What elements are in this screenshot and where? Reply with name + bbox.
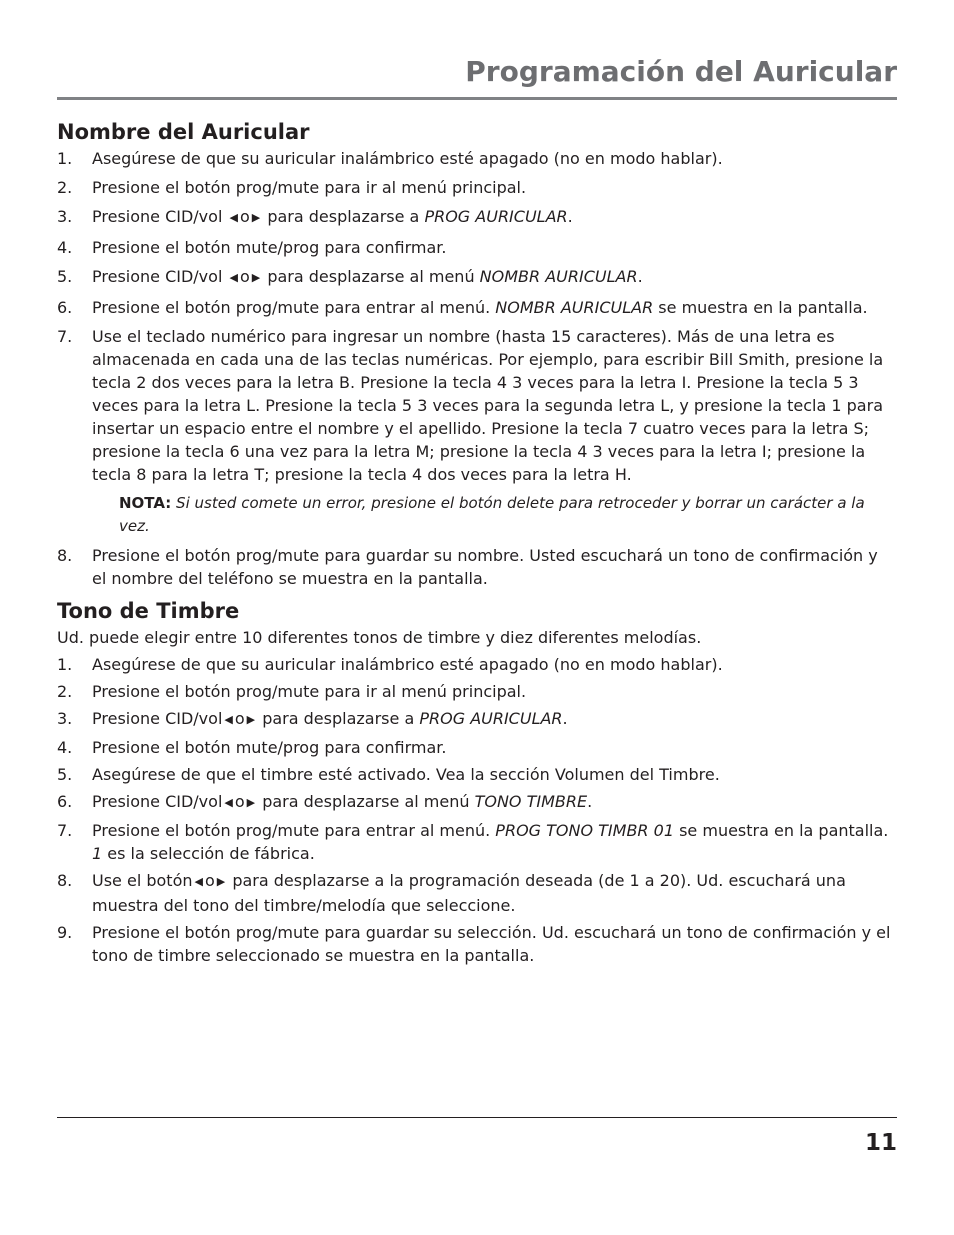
triangle-left-icon: ◀ xyxy=(224,796,233,809)
section-heading-nombre: Nombre del Auricular xyxy=(57,120,310,144)
note xyxy=(57,492,897,538)
page-number: 11 xyxy=(864,1130,897,1156)
list-item: 8. Use el botón ◀ o ▶ para desplazarse a la programación deseada (de 1 a 20). Ud. escuchará una muestra del tono del timbre/melodía que seleccione. xyxy=(57,871,846,915)
list-item: 7. Presione el botón prog/mute para entrar al menú. PROG TONO TIMBR 01 se muestra en la pantalla. 1 es la selección de fábrica. xyxy=(57,821,889,863)
list-item: 4. Presione el botón mute/prog para confirmar. xyxy=(57,738,447,757)
list-item: 5. Asegúrese de que el timbre esté activado. Vea la sección Volumen del Timbre. xyxy=(57,765,720,784)
page-content xyxy=(57,117,897,971)
triangle-right-icon: ▶ xyxy=(246,796,256,809)
triangle-right-icon: ▶ xyxy=(251,271,261,284)
section-intro: Ud. puede elegir entre 10 diferentes tonos de timbre y diez diferentes melodías. xyxy=(57,628,702,647)
triangle-right-icon: ▶ xyxy=(246,713,256,726)
list-item: 3. Presione CID/vol ◀ o ▶ para desplazarse a PROG AURICULAR. xyxy=(57,709,568,728)
list-item: 1. Asegúrese de que su auricular inalámbrico esté apagado (no en modo hablar). xyxy=(57,655,723,674)
list-item: 7. Use el teclado numérico para ingresar un nombre (hasta 15 caracteres). Más de una letra es almacenada en cada una de las teclas numéricas. Por ejemplo, para escribir Bill Smith, presione la tecla 2 dos veces para la letra B. Presione la tecla 4 3 veces para la letra I. Presione la tecla 5 3 veces para la letra L. Presione la tecla 5 3 veces para la segunda letra L, y presione la tecla 1 para insertar un espacio entre el nombre y el apellido. Presione la tecla 7 cuatro veces para la letra S; presione la tecla 6 una vez para la letra M; presione la tecla 4 3 veces para la letra I; presione la tecla 8 para la letra T; presione la tecla 4 dos veces para la letra H. xyxy=(57,327,884,484)
list-item: 4. Presione el botón mute/prog para confirmar. xyxy=(57,238,447,257)
page-title: Programación del Auricular xyxy=(465,55,897,88)
list-item: 6. Presione el botón prog/mute para entrar al menú. NOMBR AURICULAR se muestra en la pantalla. xyxy=(57,298,868,317)
header-rule xyxy=(57,97,897,100)
section-heading-tono: Tono de Timbre xyxy=(57,599,240,623)
list-item: 1. Asegúrese de que su auricular inalámbrico esté apagado (no en modo hablar). xyxy=(57,149,723,168)
triangle-left-icon: ◀ xyxy=(229,271,238,284)
list-item: 8. Presione el botón prog/mute para guardar su nombre. Usted escuchará un tono de confirmación y el nombre del teléfono se muestra en la pantalla. xyxy=(57,546,878,588)
steps-list-tono xyxy=(57,653,897,967)
triangle-right-icon: ▶ xyxy=(216,875,226,888)
list-item: 6. Presione CID/vol ◀ o ▶ para desplazarse al menú TONO TIMBRE. xyxy=(57,792,593,811)
triangle-left-icon: ◀ xyxy=(194,875,203,888)
note-label: NOTA: xyxy=(119,494,172,512)
note-text: Si usted comete un error, presione el botón delete para retroceder y borrar un carácter a la vez. xyxy=(119,494,865,535)
list-item: 2. Presione el botón prog/mute para ir al menú principal. xyxy=(57,682,527,701)
footer-rule xyxy=(57,1117,897,1118)
list-item: 2. Presione el botón prog/mute para ir al menú principal. xyxy=(57,178,527,197)
triangle-left-icon: ◀ xyxy=(229,211,238,224)
list-item: 9. Presione el botón prog/mute para guardar su selección. Ud. escuchará un tono de confirmación y el tono de timbre seleccionado se muestra en la pantalla. xyxy=(57,923,891,965)
triangle-right-icon: ▶ xyxy=(251,211,261,224)
list-item: 5. Presione CID/vol ◀ o ▶ para desplazarse al menú NOMBR AURICULAR. xyxy=(57,267,643,286)
steps-list-nombre-cont xyxy=(57,544,897,590)
triangle-left-icon: ◀ xyxy=(224,713,233,726)
steps-list-nombre xyxy=(57,147,897,486)
list-item: 3. Presione CID/vol ◀ o ▶ para desplazarse a PROG AURICULAR. xyxy=(57,207,573,226)
